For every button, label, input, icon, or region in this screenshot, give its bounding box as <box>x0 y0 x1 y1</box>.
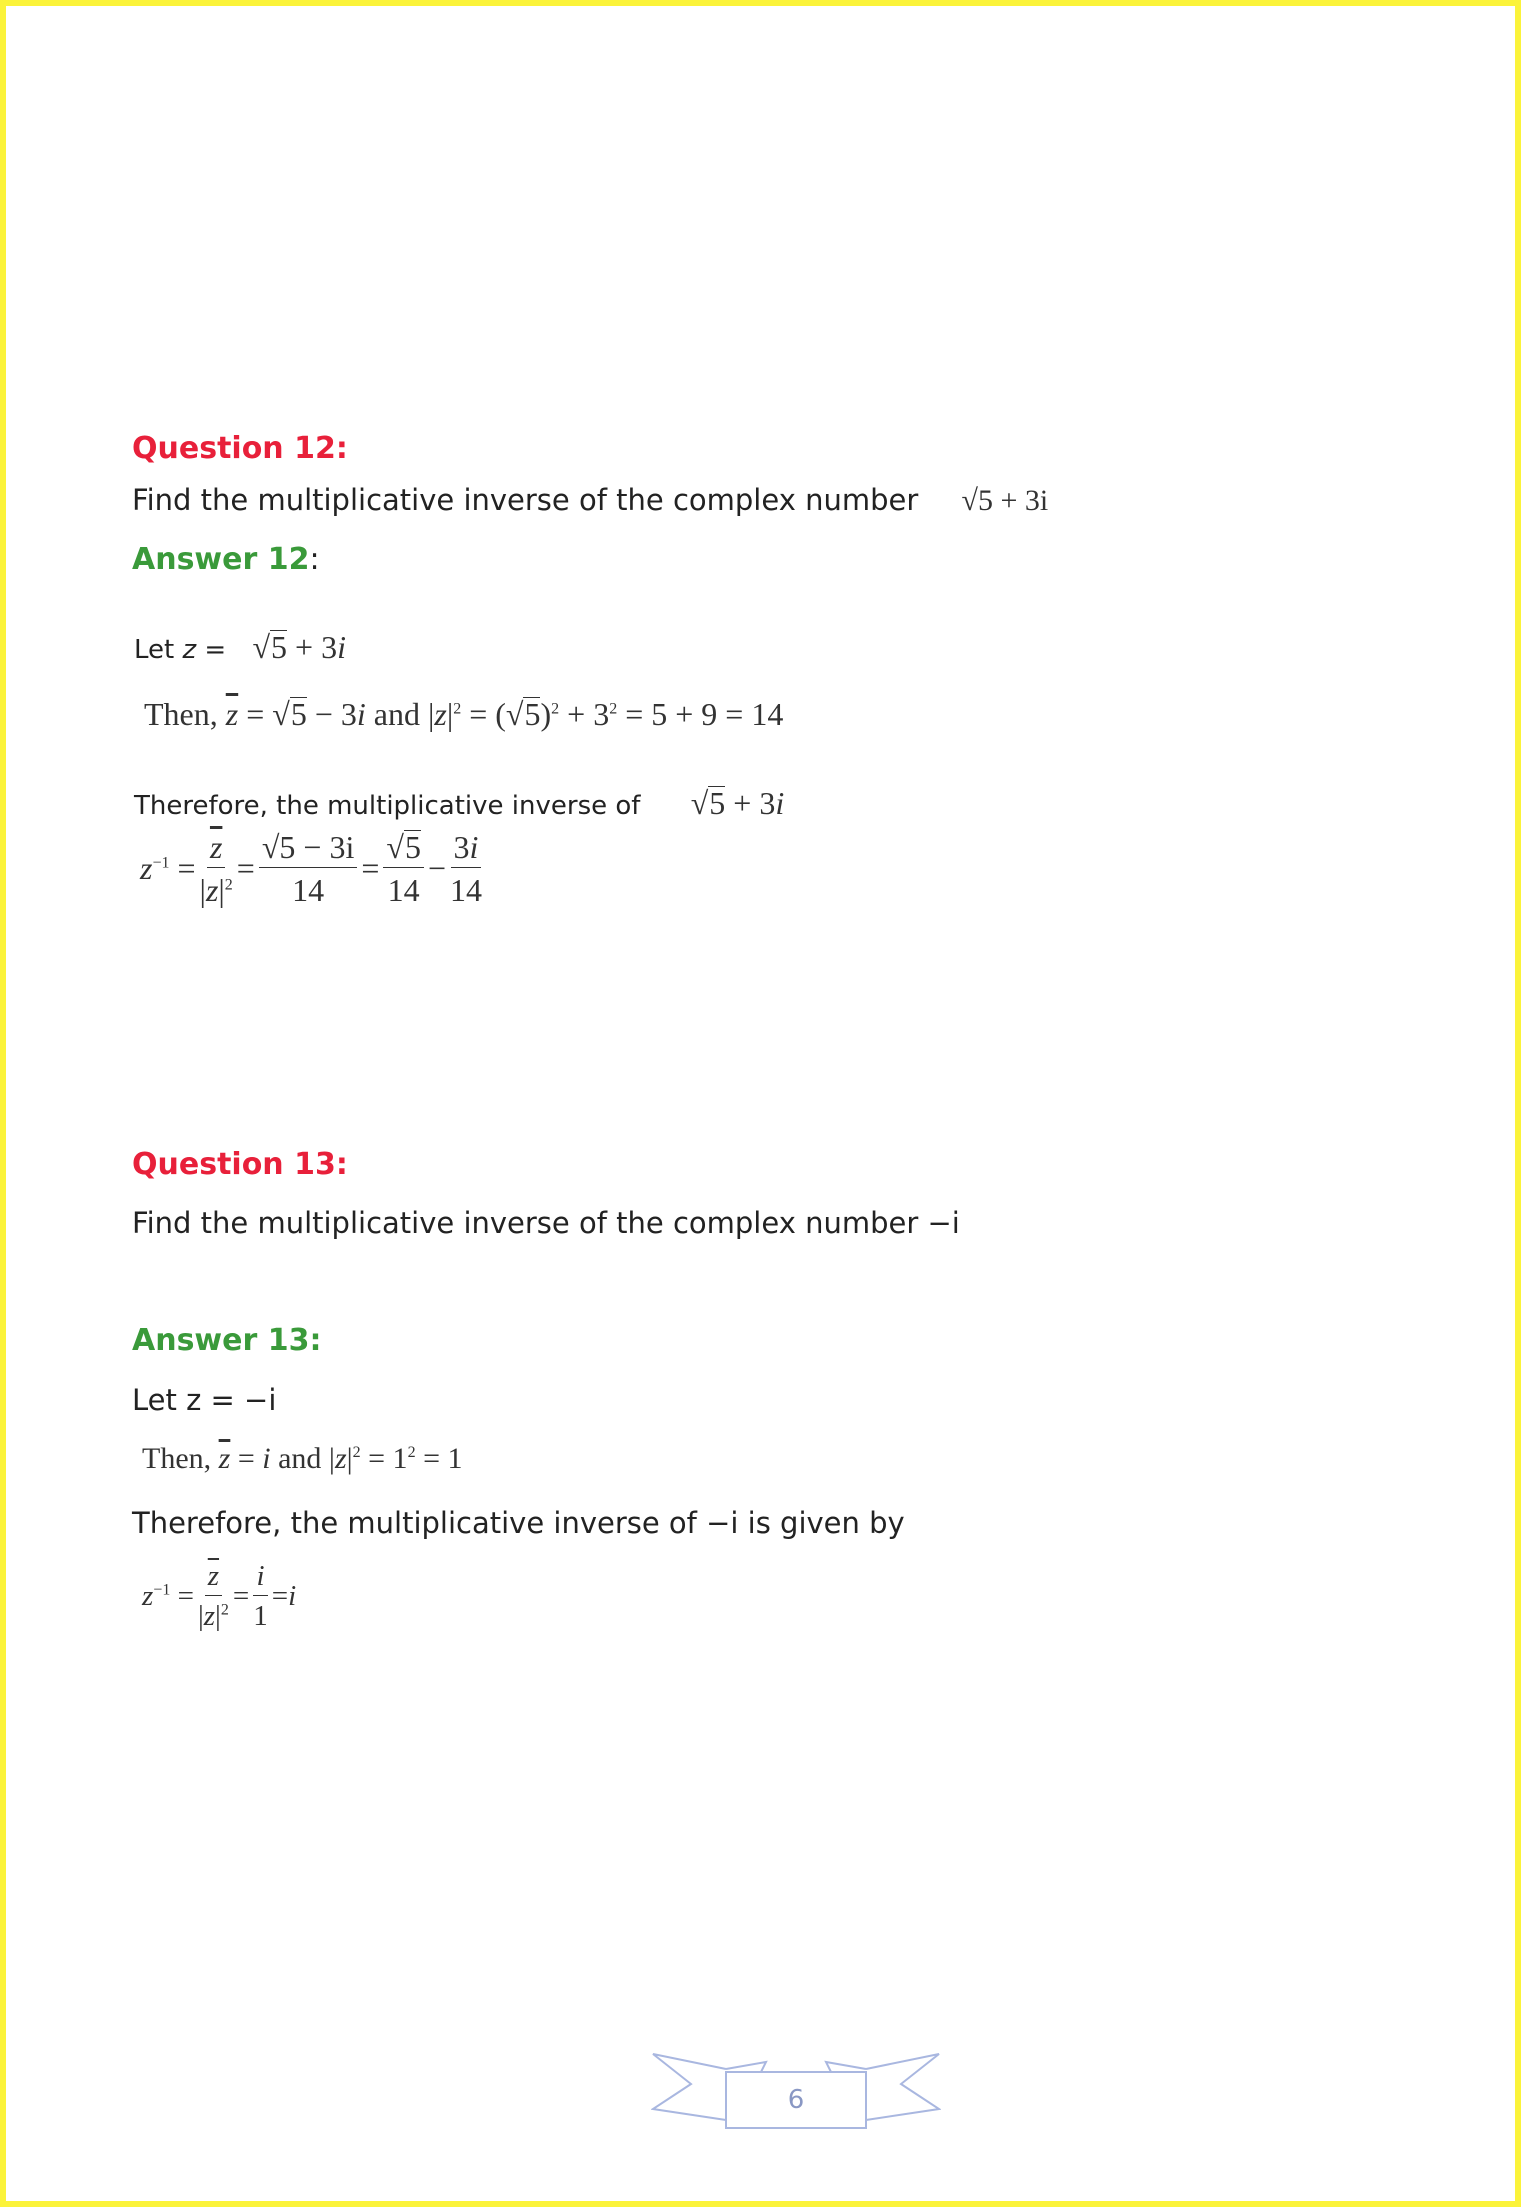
answer-13-therefore: Therefore, the multiplicative inverse of −i is given by <box>132 1506 905 1540</box>
answer-12-result: $z^{-1}$ = $\frac{\overline{z}}{|z|^2}$ = $\frac{√5 - 3i}{14}$ = $\frac{√5}{14}$ − $\frac{3i}{14}$ <box>140 828 482 908</box>
answer-12-colon: : <box>309 542 320 577</box>
question-12-heading: Question 12: <box>132 431 348 466</box>
answer-13-heading: Answer 13: <box>132 1323 322 1358</box>
answer-12-label: Answer 12 <box>132 542 310 577</box>
question-12-prompt: Find the multiplicative inverse of the complex number <box>132 483 919 517</box>
fraction-result: $\frac{√5 - 3i}{14}$ <box>259 831 358 906</box>
let-value: √5 + 3i <box>252 629 346 665</box>
answer-13-result: $z^{-1}$ = $\frac{\overline{z}}{|z|^2}$ = $\frac{i}{1}$ = i <box>142 1560 297 1632</box>
answer-12-heading <box>132 542 320 577</box>
then-label: Then, <box>144 696 218 732</box>
page-number: 6 <box>787 2085 805 2115</box>
modulus-sum: 5 + 9 = 14 <box>651 696 784 732</box>
answer-12-let <box>134 630 346 663</box>
question-12-number: √5 + 3i <box>961 484 1049 517</box>
answer-13-let: Let z = −i <box>132 1383 277 1417</box>
and-label: and <box>278 1442 322 1475</box>
question-12-text <box>132 483 1049 517</box>
question-13-heading: Question 13: <box>132 1147 348 1182</box>
page-number-ribbon <box>651 2052 941 2138</box>
answer-13-conjugate-line: Then, $\overline{z} = i$ and $|z|^2 = 1^2 = 1$ <box>142 1442 463 1475</box>
question-13-text: Find the multiplicative inverse of the complex number −i <box>132 1206 960 1240</box>
and-label: and <box>373 696 420 732</box>
let-label: Let z = <box>134 635 227 665</box>
fraction-i-over-1: $\frac{i}{1}$ <box>253 1560 268 1632</box>
therefore-label: Therefore, the multiplicative inverse of <box>134 791 641 821</box>
fraction-zbar-over-mod: $\frac{\overline{z}}{|z|^2}$ <box>197 1560 229 1632</box>
fraction-imag: $\frac{3i}{14}$ <box>450 828 482 908</box>
answer-12-therefore <box>134 786 784 819</box>
then-label: Then, <box>142 1442 212 1475</box>
answer-12-conjugate-line: Then, $\overline{z} = √5 - 3i$ and $|z|^2 = (√5)^2 + 3^2 = 5 + 9 = 14$ <box>144 696 784 732</box>
fraction-zbar-over-mod: $\frac{\overline{z}}{|z|^2}$ <box>199 828 233 908</box>
fraction-real: $\frac{√5}{14}$ <box>383 830 424 906</box>
therefore-value: √5 + 3i <box>690 785 785 821</box>
